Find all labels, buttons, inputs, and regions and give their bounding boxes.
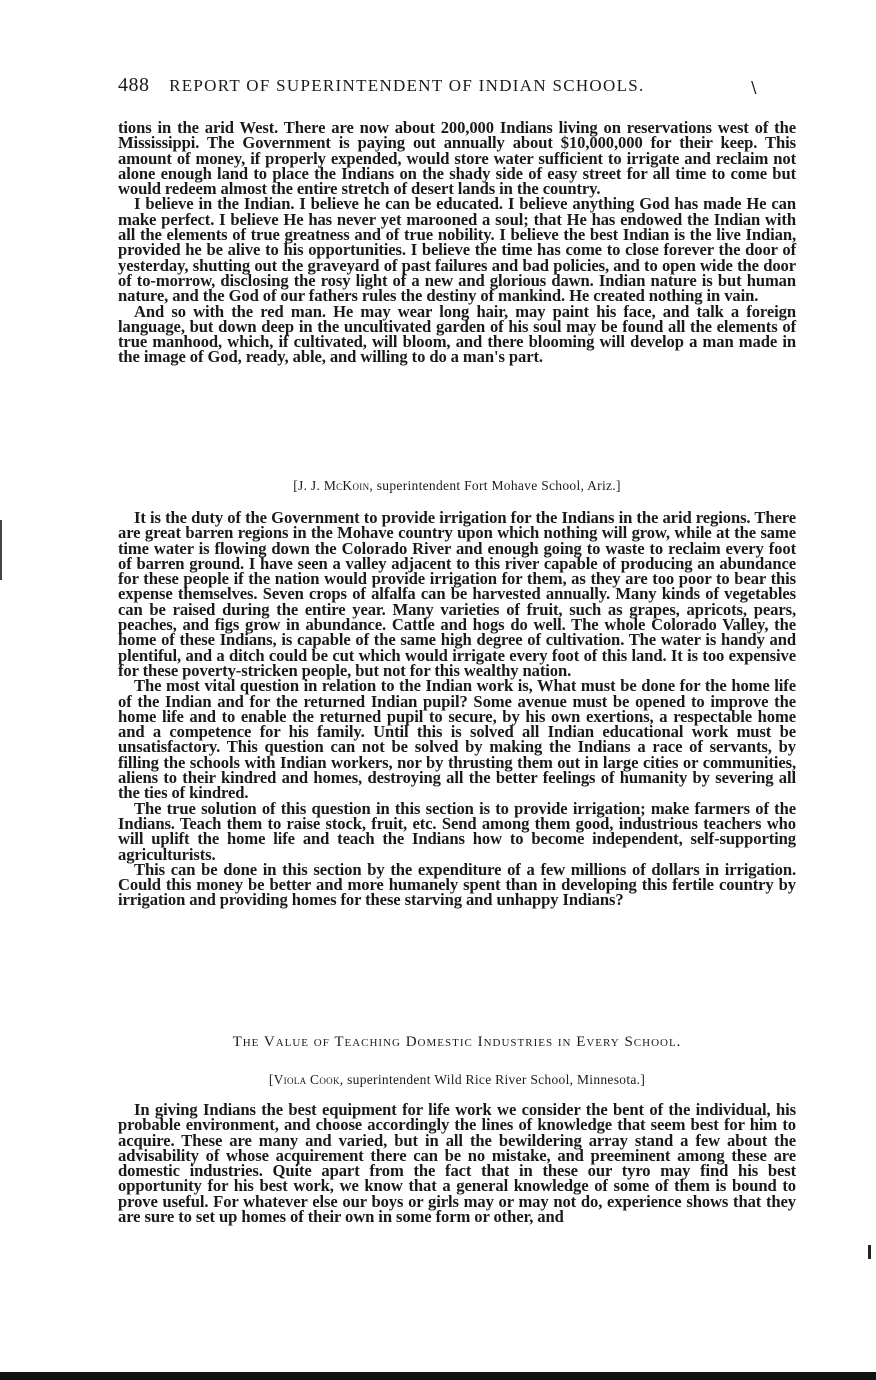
scan-bottom-border — [0, 1372, 876, 1380]
stray-mark: ∖ — [748, 80, 759, 97]
attribution-role: superintendent Fort Mohave School, Ariz. — [376, 478, 616, 493]
section-heading: The Value of Teaching Domestic Industries in Every School. — [232, 1034, 682, 1050]
section-3 — [118, 1100, 796, 1227]
paragraph: The true solution of this question in this section is to provide irrigation; make farmers of the Indians. Teach them to raise stock, fruit, etc. Send among them good, industrious teachers who will uplift the home life and teach the Indians how to become independent, self-supporting agriculturists. — [118, 798, 796, 864]
paragraph: The most vital question in relation to the Indian work is, What must be done for the home life of the Indian and for the returned Indian pupil? Some avenue must be opened to improve the home life and to enable the returned pupil to secure, by his own exertions, a respectable home and a competence for his family. Until this is solved all Indian educational work must be unsatisfactory. This question can not be solved by making the Indians a race of servants, by filling the schools with Indian workers, nor by thrusting them out in large cities or communities, aliens to their kindred and homes, destroying all the better feelings of humanity by severing all the ties of kindred. — [118, 676, 796, 803]
attribution-name: J. J. McKoin, — [298, 478, 374, 493]
paragraph: I believe in the Indian. I believe he can be educated. I believe anything God has made He can make perfect. I believe He has never yet marooned a soul; that He has endowed the Indian with all the elements of true greatness and of true nobility. I believe the best Indian is the live Indian, provided he be alive to his opportunities. I believe the time has come to close forever the door of yesterday, shutting out the graveyard of past failures and bad policies, and to open wide the door of to-morrow, disclosing the rosy light of a new and glorious dawn. Indian nature is but human nature, and the God of our fathers rules the destiny of mankind. He created nothing in vain. — [118, 194, 796, 306]
paragraph: It is the duty of the Government to provide irrigation for the Indians in the arid regions. There are great barren regions in the Mohave country upon which nothing will grow, while at the same time water is flowing down the Colorado River and enough going to waste to reclaim every foot of barren ground. I have seen a valley adjacent to this river capable of producing an abundance for these people if the nation would provide irrigation for them, as they are too poor to bear this expense themselves. Seven crops of alfalfa can be harvested annually. Many kinds of vegetables can be raised during the entire year. Many varieties of fruit, such as grapes, apricots, pears, peaches, and figs grow in abundance. Cattle and hogs do well. The whole Colorado Valley, the home of these Indians, is capable of the same high degree of cultivation. The water is handy and plentiful, and a ditch could be cut which would irrigate every foot of this land. It is too expensive for these poverty-stricken people, but not for this wealthy nation. — [118, 508, 796, 680]
scan-edge-mark — [868, 1245, 871, 1259]
attribution-cook: [Viola Cook, superintendent Wild Rice River School, Minnesota.] — [268, 1072, 646, 1087]
paragraph: In giving Indians the best equipment for life work we consider the bent of the individual, his probable environment, and choose accordingly the lines of knowledge that seem best for him to acquire. These are many and varied, but in all the bewildering array stand a few about the advisability of whose acquirement there can be no mistake, and preeminent among these are domestic industries. Quite apart from the fact that in these our tyro may find his best opportunity for his best work, we know that a general knowledge of some of them is bound to prove useful. For whatever else our boys or girls may or may not do, experience shows that they are sure to set up homes of their own in some form or other, and — [118, 1100, 796, 1227]
page-number: 488 — [118, 74, 150, 96]
scan-edge-mark — [0, 520, 2, 580]
attribution-role: superintendent Wild Rice River School, Minnesota. — [347, 1072, 641, 1087]
paragraph: This can be done in this section by the expenditure of a few millions of dollars in irrigation. Could this money be better and more humanely spent than in developing this fertile country by irrigation and providing homes for these starving and unhappy Indians? — [118, 859, 796, 910]
attribution-mckoin: [J. J. McKoin, superintendent Fort Mohave School, Ariz.] — [293, 478, 621, 493]
section-2 — [118, 510, 796, 908]
attribution-name: Viola Cook, — [273, 1072, 344, 1087]
section-1 — [118, 120, 796, 365]
running-head — [118, 74, 798, 97]
running-title: REPORT OF SUPERINTENDENT OF INDIAN SCHOOLS. — [169, 76, 645, 95]
paragraph: And so with the red man. He may wear long hair, may paint his face, and talk a foreign language, but down deep in the uncultivated garden of his soul may be found all the elements of true manhood, which, if cultivated, will bloom, and there blooming will develop a man made in the image of God, ready, able, and willing to do a man's part. — [118, 301, 796, 367]
paragraph: tions in the arid West. There are now about 200,000 Indians living on reservations west of the Mississippi. The Government is paying out annually about $10,000,000 for their keep. This amount of money, if properly expended, would store water sufficient to irrigate and reclaim not alone enough land to place the Indians on the shady side of easy street for all time to come but would redeem almost the entire stretch of desert lands in the country. — [118, 118, 796, 199]
